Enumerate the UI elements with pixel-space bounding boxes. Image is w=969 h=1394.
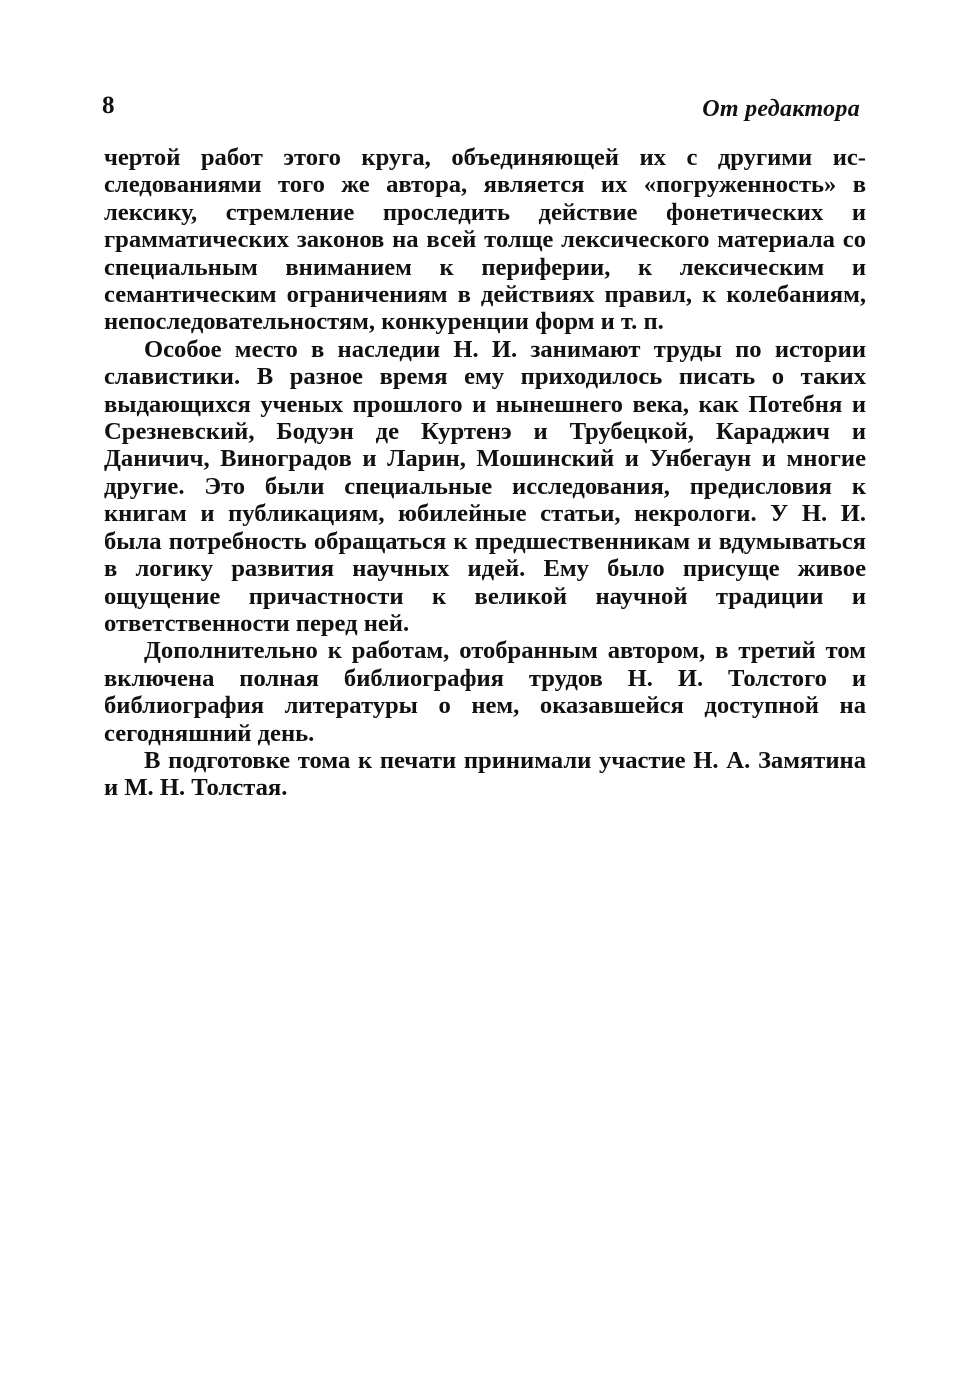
paragraph-history-of-slavistics: Особое место в наследии Н. И. занимают труды по истории славистики. В разное время ему приходилось писать о таких выдающихся ученых прошлого и нынешнего века, как Потебня и Срезневский, Бодуэн де Куртенэ и Трубецкой, Караджич и Даничич, Виноградов и Ларин, Мошинский и Унбегаун и многие другие. Это были специальные исследования, предисловия к книгам и публикациям, юбилейные статьи, некрологи. У Н. И. была потребность обращаться к предшественникам и вдумываться в логику развития научных идей. Ему было присуще живое ощущение причастности к великой научной традиции и ответственности перед ней. — [104, 335, 866, 637]
page-header — [102, 92, 860, 128]
paragraph-acknowledgements: В подготовке тома к печати принимали участие Н. А. Замятина и М. Н. Толстая. — [104, 746, 866, 802]
main-text — [104, 144, 866, 802]
paragraph-bibliography: Дополнительно к работам, отобранным автором, в третий том включена полная библиография трудов Н. И. Толстого и библиография литературы о нем, оказавшейся доступной на сегодняшний день. — [104, 637, 866, 747]
running-title: От редактора — [702, 96, 860, 122]
page-number: 8 — [102, 92, 115, 119]
paragraph-continuation: чертой работ этого круга, объединяющей их с другими исследованиями того же автора, является их «погруженность» в лексику, стремление проследить действие фонетических и грамматических законов на всей толще лексического материала со специальным вниманием к периферии, к лексическим и семантическим ограничениям в действиях правил, к колебаниям, непоследовательностям, конкуренции форм и т. п. — [104, 144, 866, 336]
